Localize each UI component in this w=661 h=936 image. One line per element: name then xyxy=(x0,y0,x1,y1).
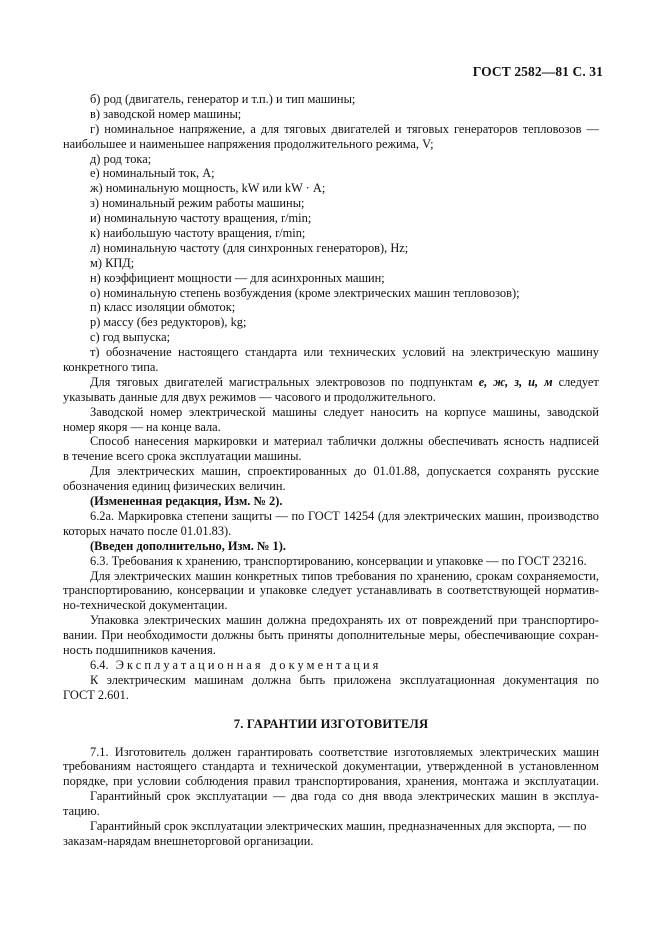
word: изготовляемых xyxy=(393,744,474,759)
word: г) xyxy=(90,121,100,136)
para-6-2a-line2: которых начато после 01.01.83). xyxy=(63,523,232,538)
word: по xyxy=(399,568,413,583)
section-7-title: 7. ГАРАНТИИ ИЗГОТОВИТЕЛЯ xyxy=(233,716,429,731)
word: транспортиро- xyxy=(522,613,599,628)
list-item-k: к) наибольшую частоту вращения, r/min; xyxy=(90,226,306,241)
word: обеспечивающие xyxy=(464,628,555,643)
list-item-t-line1 xyxy=(63,345,599,360)
word: вании. xyxy=(63,628,98,643)
word: при xyxy=(113,774,133,789)
word: соблюдения xyxy=(185,774,249,789)
word: соответствие xyxy=(318,744,388,759)
word: электрических xyxy=(403,508,482,523)
word: конкретных xyxy=(235,568,298,583)
word: тяговых xyxy=(116,374,159,389)
word: а xyxy=(250,121,256,136)
amendment-note-1: (Введен дополнительно, Изм. № 1). xyxy=(90,538,286,553)
para-warranty-line1 xyxy=(63,789,599,804)
para-export-line2: заказам-нарядам внешнеторговой организации. xyxy=(63,833,314,848)
word: следует xyxy=(558,374,599,389)
word: в xyxy=(436,583,443,598)
list-item-e: е) номинальный ток, А; xyxy=(90,166,215,181)
word: машин xyxy=(225,613,263,628)
word: Способ xyxy=(90,434,130,449)
word: Гарантийный xyxy=(90,789,161,804)
para-units-line1 xyxy=(63,464,599,479)
word: эксплуатации. xyxy=(524,774,599,789)
word: сохранять xyxy=(498,464,551,479)
para-serial-line2: номер якоря — на конце вала. xyxy=(63,419,221,434)
word: должна xyxy=(251,672,292,687)
word: 14254 xyxy=(343,508,375,523)
word: подпунктам xyxy=(409,374,473,389)
list-item-m: м) КПД; xyxy=(90,255,135,270)
para-docs-line1 xyxy=(63,673,599,688)
para-6-4-number: 6.4. xyxy=(90,657,109,672)
word: эксплуа- xyxy=(553,789,599,804)
word: на xyxy=(451,345,465,360)
word: При xyxy=(101,628,124,643)
word: должен xyxy=(192,744,232,759)
list-item-g-line1 xyxy=(63,122,599,137)
word: от xyxy=(405,613,418,628)
word: машин, xyxy=(484,508,525,523)
word: норматив- xyxy=(545,583,599,598)
word: приняты xyxy=(287,628,334,643)
word: электровозов xyxy=(315,374,386,389)
page-body xyxy=(63,92,599,849)
word: условии xyxy=(137,774,181,789)
word: со xyxy=(341,789,354,804)
word: двигателей xyxy=(331,121,390,136)
word: машин xyxy=(562,744,599,759)
word: машин xyxy=(500,789,537,804)
word: русские xyxy=(557,464,599,479)
para-units-line2: обозначения единиц физических величин. xyxy=(63,479,286,494)
word: электрической xyxy=(188,404,266,419)
para-serial-line1 xyxy=(63,405,599,420)
word: эксплуатационная xyxy=(399,672,496,687)
word: или xyxy=(303,345,323,360)
list-item-p: п) класс изоляции обмоток; xyxy=(90,300,236,315)
word: до xyxy=(353,464,367,479)
word: упаковке xyxy=(259,583,307,598)
word: наносить xyxy=(370,404,419,419)
para-method-line2: в течение всего срока эксплуатации машины. xyxy=(63,449,302,464)
list-item-z: з) номинальный режим работы машины; xyxy=(90,196,305,211)
word: электрических xyxy=(479,744,557,759)
word: два xyxy=(290,789,309,804)
word: Заводской xyxy=(90,404,144,419)
word: транспортированию, xyxy=(63,583,173,598)
word: машину xyxy=(556,345,599,360)
word: защиты xyxy=(231,508,272,523)
para-traction-line2: указывать данные для двух режимов — часового и продолжительного. xyxy=(63,389,436,404)
list-item-r: р) массу (без редукторов), kg; xyxy=(90,315,247,330)
word: в xyxy=(507,759,514,774)
word: электрических xyxy=(143,613,221,628)
word: хранения, xyxy=(405,774,458,789)
word: хранению, xyxy=(416,568,473,583)
word: номинальное xyxy=(104,121,174,136)
word: быть xyxy=(299,672,326,687)
word: дня xyxy=(359,789,378,804)
word: обеспечивать xyxy=(428,434,499,449)
para-method-line1 xyxy=(63,434,599,449)
word: по xyxy=(586,672,599,687)
list-item-i: и) номинальную частоту вращения, r/min; xyxy=(90,211,312,226)
word: года xyxy=(313,789,337,804)
word: для xyxy=(260,121,280,136)
para-specific-line1 xyxy=(63,569,599,584)
word: электрическим xyxy=(106,672,186,687)
word: Упаковка xyxy=(90,613,139,628)
para-packing-line1 xyxy=(63,613,599,628)
list-item-o: о) номинальную степень возбуждения (кроме электрических машин тепловозов); xyxy=(90,285,520,300)
word: ж, xyxy=(493,374,509,389)
para-packing-line3: ность подшипников качения. xyxy=(63,642,216,657)
word: 6.2а. xyxy=(90,508,115,523)
word: машины xyxy=(272,404,317,419)
word: и xyxy=(262,434,269,449)
word: документация xyxy=(503,672,578,687)
word: напряжение, xyxy=(179,121,246,136)
word: должна xyxy=(267,613,307,628)
word: и xyxy=(248,583,256,598)
para-7-1-line1 xyxy=(63,745,599,760)
list-item-t-line2: конкретного типа. xyxy=(63,360,159,375)
word: электрическую xyxy=(470,345,551,360)
word: степени xyxy=(186,508,229,523)
word: ввода xyxy=(383,789,413,804)
word: — xyxy=(272,789,286,804)
word: таблички xyxy=(327,434,377,449)
word: машин xyxy=(195,568,232,583)
word: стандарта xyxy=(245,345,298,360)
word: з, xyxy=(514,374,523,389)
word: приложена xyxy=(333,672,392,687)
word: в xyxy=(542,789,549,804)
word: монтажа xyxy=(462,774,509,789)
para-specific-line3: но-технической документации. xyxy=(63,598,228,613)
word: типов xyxy=(301,568,333,583)
word: повреждений xyxy=(422,613,493,628)
list-item-s: с) год выпуска; xyxy=(90,330,171,345)
word: надписей xyxy=(549,434,599,449)
word: на xyxy=(425,404,438,419)
word: эксплуатации xyxy=(195,789,268,804)
word: сохраняемости, xyxy=(516,568,599,583)
word: тяговых xyxy=(284,121,327,136)
word: — xyxy=(586,121,599,136)
word: нанесения xyxy=(134,434,190,449)
word: их xyxy=(387,613,401,628)
para-6-4 xyxy=(63,658,599,673)
word: материал xyxy=(273,434,323,449)
word: тепловозов xyxy=(522,121,582,136)
word: машин, xyxy=(201,464,241,479)
word: консервации xyxy=(177,583,244,598)
word: настоящего xyxy=(136,759,197,774)
word: срокам xyxy=(475,568,514,583)
word: (для xyxy=(377,508,401,523)
word: соответствующей xyxy=(447,583,541,598)
para-export-line1: Гарантийный срок эксплуатации электрических машин, предназначенных для экспорта, — по xyxy=(90,818,587,833)
word: технической xyxy=(271,759,338,774)
word: 01.01.88, xyxy=(373,464,420,479)
para-traction-line1 xyxy=(63,375,599,390)
word: стандарта xyxy=(202,759,255,774)
word: обозначение xyxy=(105,345,172,360)
word: Для xyxy=(90,464,111,479)
word: Для xyxy=(90,374,111,389)
word: допускается xyxy=(426,464,492,479)
word: электрических xyxy=(117,464,195,479)
word: устанавливать xyxy=(356,583,432,598)
word: и xyxy=(394,121,402,136)
word: м xyxy=(544,374,553,389)
word: машины, xyxy=(492,404,541,419)
word: должны xyxy=(211,628,254,643)
word: должны xyxy=(381,434,424,449)
word: условий xyxy=(402,345,446,360)
list-item-n: н) коэффициент мощности — для асинхронных машин; xyxy=(90,270,385,285)
word: транспортирования, xyxy=(294,774,401,789)
para-7-1-line3 xyxy=(63,774,599,789)
word: по xyxy=(291,508,305,523)
word: маркировки xyxy=(194,434,258,449)
para-6-3: 6.3. Требования к хранению, транспортированию, консервации и упаковке — по ГОСТ 23216. xyxy=(90,553,587,568)
word: тяговых xyxy=(406,121,449,136)
word: срок xyxy=(166,789,191,804)
word: при xyxy=(497,613,518,628)
list-item-l: л) номинальную частоту (для синхронных генераторов), Hz; xyxy=(90,240,409,255)
running-head: ГОСТ 2582—81 С. 31 xyxy=(472,64,603,79)
word: сохран- xyxy=(558,628,599,643)
word: требования xyxy=(336,568,397,583)
word: гарантировать xyxy=(237,744,313,759)
list-item-g-line2: наибольшее и наименьшее напряжения продолжительного режима, V; xyxy=(63,136,434,151)
word: Для xyxy=(90,568,111,583)
word: машинам xyxy=(194,672,244,687)
word: производство xyxy=(527,508,599,523)
word: Маркировка xyxy=(117,508,183,523)
word: Изготовитель xyxy=(114,744,187,759)
para-6-2a-line1 xyxy=(63,509,599,524)
para-7-1-line2 xyxy=(63,759,599,774)
word: электрических xyxy=(417,789,496,804)
word: магистральных xyxy=(228,374,310,389)
word: дополнительные xyxy=(337,628,426,643)
word: следует xyxy=(323,404,364,419)
list-item-v: в) заводской номер машины; xyxy=(90,106,242,121)
word: меры, xyxy=(429,628,461,643)
word: требованиям xyxy=(63,759,131,774)
amendment-note-2: (Измененная редакция, Изм. № 2). xyxy=(90,494,283,509)
word: документации, xyxy=(342,759,422,774)
word: и xyxy=(259,759,267,774)
word: генераторов xyxy=(454,121,518,136)
word: е, xyxy=(478,374,488,389)
word: необходимости xyxy=(127,628,208,643)
word: электрических xyxy=(114,568,192,583)
word: технических xyxy=(329,345,396,360)
word: корпусе xyxy=(444,404,487,419)
word: ясность xyxy=(503,434,545,449)
para-docs-line2: ГОСТ 2.601. xyxy=(63,687,129,702)
word: т) xyxy=(90,345,100,360)
word: правил xyxy=(253,774,291,789)
word: заводской xyxy=(546,404,599,419)
para-packing-line2 xyxy=(63,628,599,643)
word: и, xyxy=(528,374,539,389)
para-6-4-title: Эксплуатационная документация xyxy=(115,657,382,672)
word: по xyxy=(391,374,404,389)
word: — xyxy=(275,508,288,523)
word: К xyxy=(90,672,99,687)
word: быть xyxy=(257,628,284,643)
list-item-zh: ж) номинальную мощность, kW или kW · А; xyxy=(90,181,326,196)
word: и xyxy=(512,774,520,789)
word: установленном xyxy=(518,759,599,774)
list-item-d: д) род тока; xyxy=(90,151,152,166)
word: номер xyxy=(150,404,183,419)
list-item-b: б) род (двигатель, генератор и т.п.) и тип машины; xyxy=(90,92,356,106)
word: настоящего xyxy=(178,345,239,360)
word: спроектированных xyxy=(247,464,348,479)
para-specific-line2 xyxy=(63,583,599,598)
word: предохранять xyxy=(311,613,383,628)
word: ГОСТ xyxy=(307,508,340,523)
para-warranty-line2: тацию. xyxy=(63,804,100,819)
word: следует xyxy=(311,583,352,598)
word: утвержденной xyxy=(426,759,503,774)
word: 7.1. xyxy=(90,744,109,759)
word: двигателей xyxy=(164,374,223,389)
word: порядке, xyxy=(63,774,109,789)
